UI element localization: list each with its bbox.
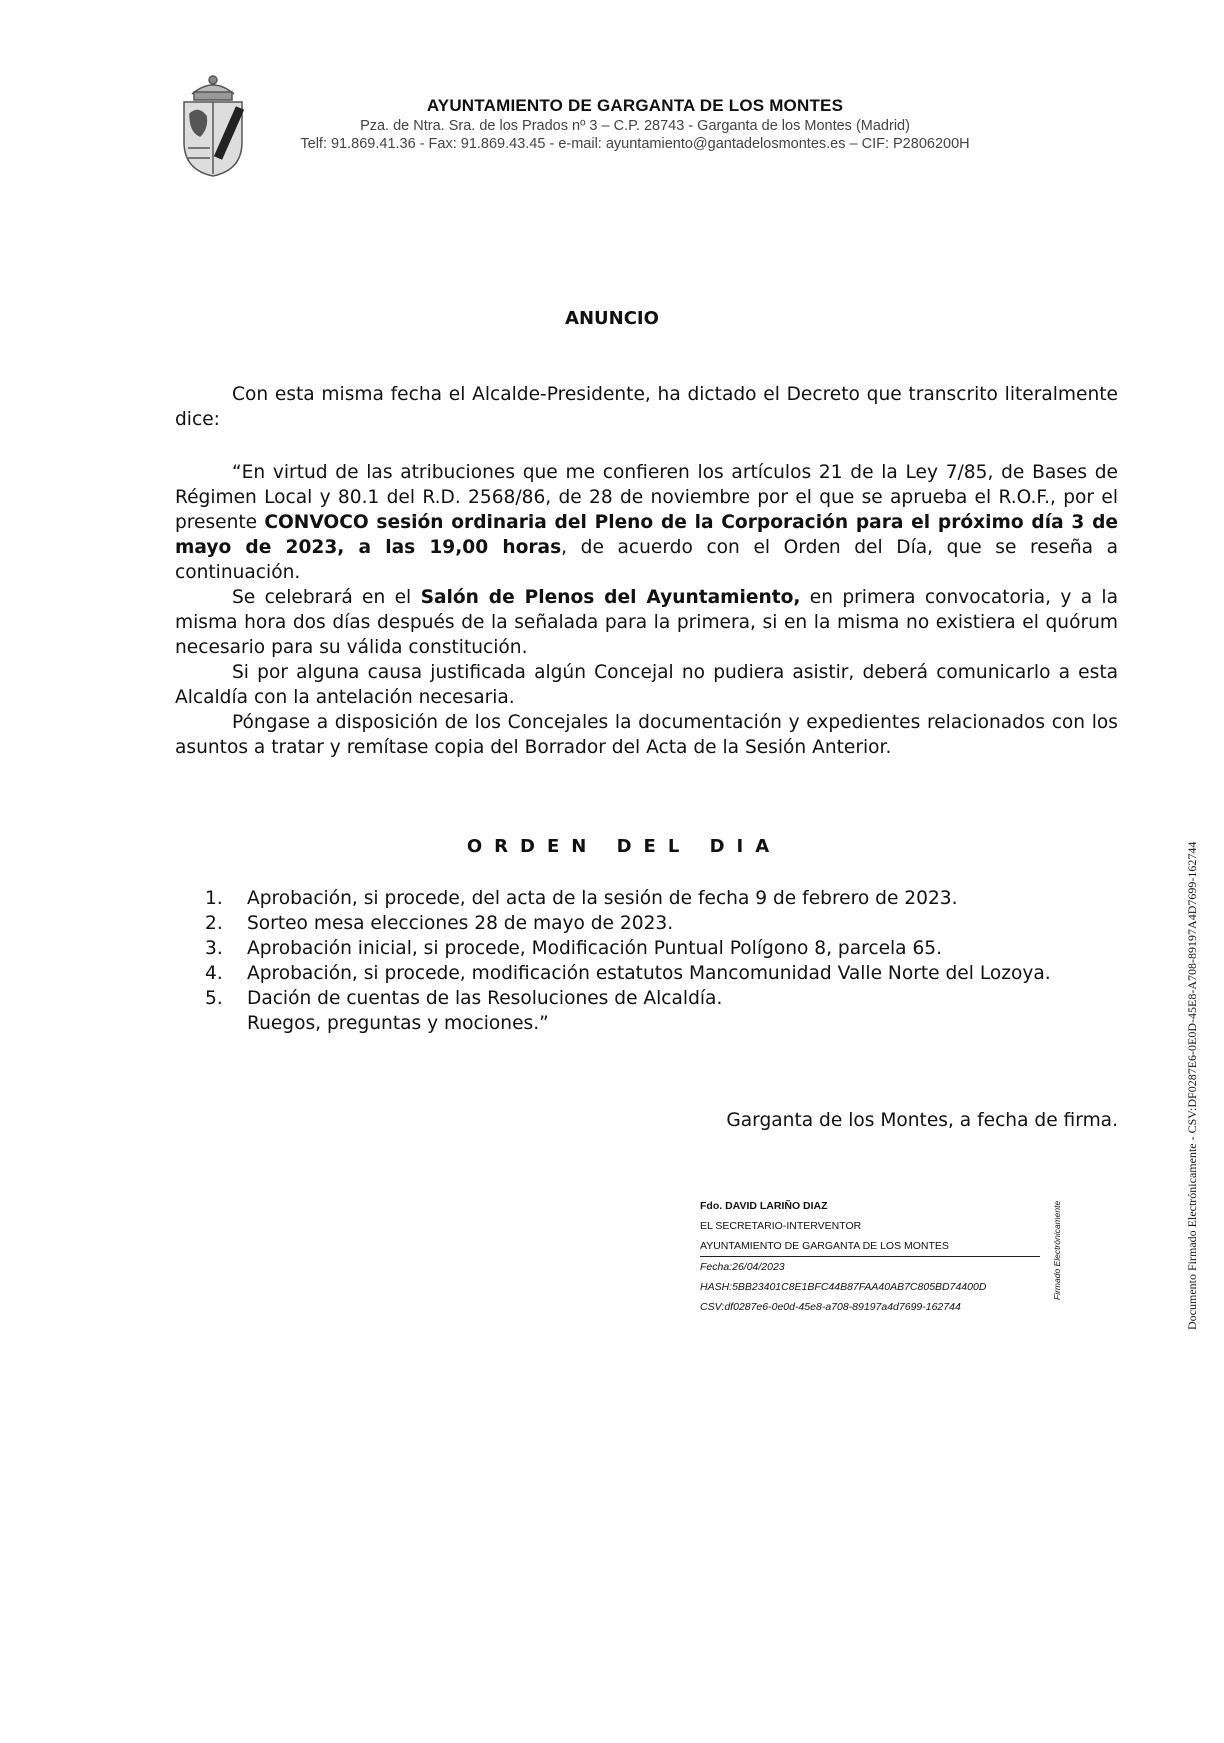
document-body bbox=[175, 382, 1118, 760]
absence-paragraph: Si por alguna causa justificada algún Concejal no pudiera asistir, deberá comunicarlo a esta Alcaldía con la antelación necesaria. bbox=[175, 662, 1118, 708]
electronic-signature-stamp: Firmado Electrónicamente bbox=[1052, 1200, 1062, 1300]
signature-block bbox=[700, 1196, 1040, 1317]
signer-name: Fdo. DAVID LARIÑO DIAZ bbox=[700, 1200, 828, 1212]
intro-paragraph: Con esta misma fecha el Alcalde-Presidente, ha dictado el Decreto que transcrito literalmente dice: bbox=[175, 384, 1118, 430]
signature-date: Fecha:26/04/2023 bbox=[700, 1261, 785, 1273]
agenda-title: ORDEN DEL DIA bbox=[466, 836, 782, 857]
signer-role: EL SECRETARIO-INTERVENTOR bbox=[700, 1220, 862, 1232]
agenda-list bbox=[205, 886, 1118, 1036]
document-title: ANUNCIO bbox=[565, 308, 659, 329]
venue-paragraph: Se celebrará en el Salón de Plenos del Ayuntamiento, en primera convocatoria, y a la misma hora dos días después de la señalada para la primera, si en la misma no existiera el quórum necesario para su válida constitución. bbox=[175, 587, 1118, 658]
side-verification-note: Documento Firmado Electrónicamente - CSV:DF0287E6-0E0D-45E8-A708-89197A4D7699-162744 bbox=[1185, 841, 1199, 1330]
agenda-item: 2. Sorteo mesa elecciones 28 de mayo de 2023. bbox=[205, 913, 674, 934]
signature-csv: CSV:df0287e6-0e0d-45e8-a708-89197a4d7699-162744 bbox=[700, 1301, 961, 1313]
organization-address: Pza. de Ntra. Sra. de los Prados nº 3 – C.P. 28743 - Garganta de los Montes (Madrid) bbox=[360, 118, 910, 134]
organization-contact: Telf: 91.869.41.36 - Fax: 91.869.43.45 - e-mail: ayuntamiento@gantadelosmontes.es – CIF: P2806200H bbox=[300, 136, 970, 152]
organization-name: AYUNTAMIENTO DE GARGANTA DE LOS MONTES bbox=[426, 96, 844, 115]
place-and-date: Garganta de los Montes, a fecha de firma. bbox=[726, 1110, 1118, 1131]
documentation-paragraph: Póngase a disposición de los Concejales la documentación y expedientes relacionados con los asuntos a tratar y remítase copia del Borrador del Acta de la Sesión Anterior. bbox=[175, 712, 1118, 758]
agenda-item: Ruegos, preguntas y mociones.” bbox=[247, 1013, 549, 1034]
agenda-item: 1. Aprobación, si procede, del acta de la sesión de fecha 9 de febrero de 2023. bbox=[205, 888, 958, 909]
agenda-item: 4. Aprobación, si procede, modificación estatutos Mancomunidad Valle Norte del Lozoya. bbox=[205, 963, 1051, 984]
agenda-item: 5. Dación de cuentas de las Resoluciones de Alcaldía. bbox=[205, 988, 723, 1009]
signature-hash: HASH:5BB23401C8E1BFC44B87FAA40AB7C805BD74400D bbox=[700, 1281, 987, 1293]
decree-paragraph: “En virtud de las atribuciones que me confieren los artículos 21 de la Ley 7/85, de Bases de Régimen Local y 80.1 del R.D. 2568/86, de 28 de noviembre por el que se aprueba el R.O.F., por el presente CONVOCO sesión ordinaria del Pleno de la Corporación para el próximo día 3 de mayo de 2023, a las 19,00 horas, de acuerdo con el Orden del Día, que se reseña a continuación. bbox=[175, 462, 1119, 583]
agenda-item: 3. Aprobación inicial, si procede, Modificación Puntual Polígono 8, parcela 65. bbox=[205, 938, 943, 959]
coat-of-arms-icon bbox=[178, 70, 248, 180]
signer-entity: AYUNTAMIENTO DE GARGANTA DE LOS MONTES bbox=[700, 1236, 1040, 1257]
